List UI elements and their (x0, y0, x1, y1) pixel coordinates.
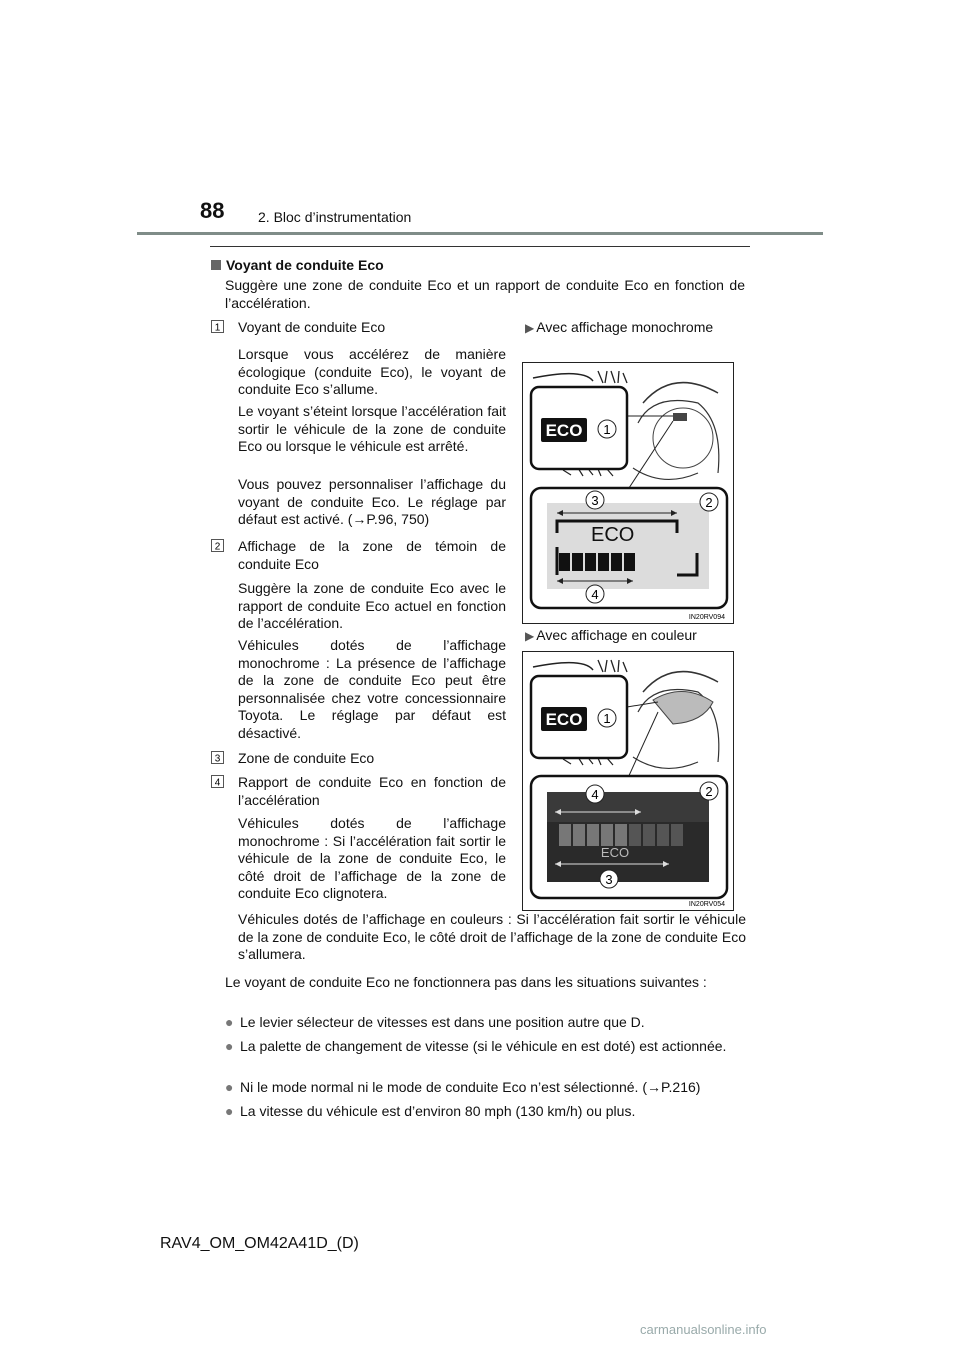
bullet-dot-icon: ● (225, 1038, 234, 1054)
triangle-arrow-icon: ▶ (525, 321, 535, 335)
svg-text:3: 3 (214, 753, 221, 764)
eco-zone-label-1: ECO (591, 524, 635, 546)
item-2-title: Affichage de la zone de témoin de conduite Eco (238, 538, 506, 572)
monochrome-illustration (523, 363, 733, 623)
section-title: 2. Bloc d’instrumentation (258, 209, 412, 225)
figure-color (522, 651, 734, 911)
figure-1-code: IN20RV094 (688, 614, 725, 621)
svg-text:4: 4 (214, 777, 221, 788)
bullet-dot-icon: ● (225, 1079, 234, 1095)
eco-badge-1: ECO (545, 421, 583, 440)
svg-text:4: 4 (591, 587, 599, 602)
svg-text:2: 2 (705, 495, 713, 510)
color-note: Véhicules dotés de l’affichage en couleurs : Si l’accélération fait sortir le véhicule de la zone de conduite Eco, le côté droit de l’affichage de la zone de conduite Eco s’allumera. (238, 911, 746, 962)
figure-monochrome (522, 362, 734, 624)
color-illustration (523, 652, 733, 910)
square-bullet-icon (211, 260, 221, 270)
svg-text:1: 1 (603, 711, 611, 726)
item-4-para-1: Véhicules dotés de l’affichage monochrome : Si l’accélération fait sortir le véhicule de la zone de conduite Eco, le côté droit de l’affichage de la zone de conduite Eco clignotera. (238, 815, 506, 901)
eco-zone-label-2: ECO (600, 845, 630, 860)
callout-2-icon (211, 539, 224, 552)
callout-4-icon (211, 775, 224, 788)
watermark: carmanualsonline.info (640, 1322, 767, 1337)
svg-text:1: 1 (603, 422, 611, 437)
item-3-title: Zone de conduite Eco (238, 750, 375, 766)
subsection-rule (210, 246, 750, 247)
svg-text:4: 4 (591, 787, 599, 802)
item-4-title: Rapport de conduite Eco en fonction de l’accélération (238, 774, 506, 808)
triangle-arrow-icon: ▶ (525, 629, 535, 643)
item-2-para-2: Véhicules dotés de l’affichage monochrome : La présence de l’affichage de la zone de conduite Eco peut être personnalisée chez votre concessionnaire Toyota. Le réglage par défaut est désactivé. (238, 637, 506, 741)
document-code: RAV4_OM_OM42A41D_(D) (160, 1235, 359, 1252)
figure-2-caption: ▶ Avec affichage en couleur (525, 627, 697, 643)
figure-1-caption: ▶ Avec affichage monochrome (525, 319, 714, 335)
item-1-para-1: Lorsque vous accélérez de manière écologique (conduite Eco), le voyant de conduite Eco s’allume. (238, 346, 506, 397)
svg-text:3: 3 (591, 493, 599, 508)
header-rule (137, 232, 823, 235)
bullet-dot-icon: ● (225, 1014, 234, 1030)
note-intro: Le voyant de conduite Eco ne fonctionnera pas dans les situations suivantes : (225, 974, 707, 990)
subsection-heading: Voyant de conduite Eco (211, 257, 384, 273)
svg-text:2: 2 (705, 784, 713, 799)
item-1-para-3: Vous pouvez personnaliser l’affichage du voyant de conduite Eco. Le réglage par défaut est activé. (→P.96, 750) (238, 476, 506, 527)
svg-text:2: 2 (214, 541, 221, 552)
bullet-2: La palette de changement de vitesse (si le véhicule en est doté) est actionnée. (240, 1038, 727, 1054)
callout-3-icon (211, 751, 224, 764)
page-number: 88 (200, 198, 225, 223)
callout-1-icon (211, 320, 224, 333)
bullet-3: Ni le mode normal ni le mode de conduite Eco n’est sélectionné. (→P.216) (240, 1079, 701, 1095)
eco-badge-2: ECO (545, 710, 583, 729)
item-2-para-1: Suggère la zone de conduite Eco avec le rapport de conduite Eco actuel en fonction de l’accélération. (238, 580, 506, 631)
item-1-para-2: Le voyant s’éteint lorsque l’accélération fait sortir le véhicule de la zone de conduite Eco ou lorsque le véhicule est arrêté. (238, 403, 506, 454)
bullet-4: La vitesse du véhicule est d’environ 80 mph (130 km/h) ou plus. (240, 1103, 636, 1119)
svg-text:3: 3 (605, 872, 613, 887)
intro-text: Suggère une zone de conduite Eco et un rapport de conduite Eco en fonction de l’accélération. (225, 277, 745, 311)
bullet-dot-icon: ● (225, 1103, 234, 1119)
item-1-title: Voyant de conduite Eco (238, 319, 386, 335)
svg-text:1: 1 (214, 322, 221, 333)
figure-2-code: IN20RV054 (688, 901, 725, 908)
bullet-1: Le levier sélecteur de vitesses est dans une position autre que D. (240, 1014, 645, 1030)
